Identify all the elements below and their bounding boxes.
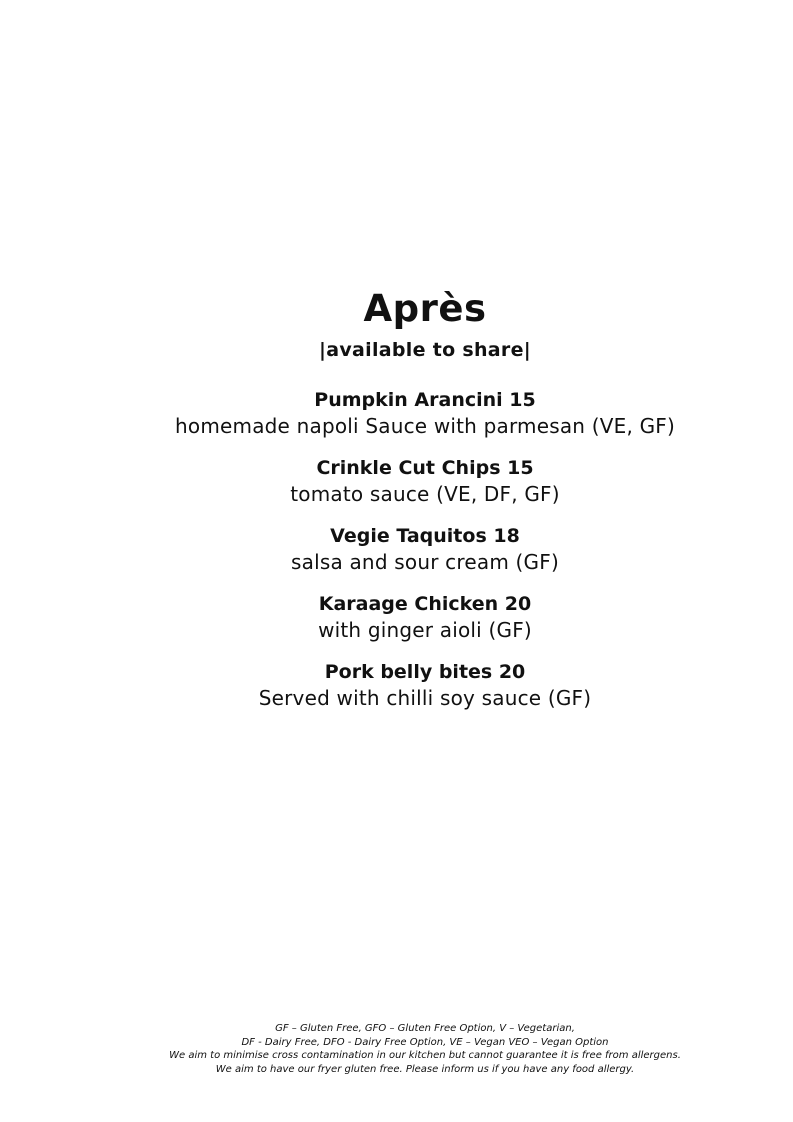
menu-item xyxy=(0,445,793,513)
menu-subtitle: |available to share| xyxy=(318,339,532,361)
menu-items-list xyxy=(0,377,793,717)
menu-section xyxy=(0,286,793,717)
menu-item xyxy=(0,649,793,717)
menu-title: Après xyxy=(363,287,487,330)
footer-line: DF - Dairy Free, DFO - Dairy Free Option, VE – Vegan VEO – Vegan Option xyxy=(241,1036,609,1048)
menu-item-description: tomato sauce (VE, DF, GF) xyxy=(290,482,560,506)
menu-item xyxy=(0,581,793,649)
menu-item-name: Pork belly bites 20 xyxy=(324,661,526,683)
menu-item xyxy=(0,377,793,445)
menu-item-description: homemade napoli Sauce with parmesan (VE, GF) xyxy=(175,414,675,438)
allergen-footer xyxy=(0,1022,793,1076)
menu-item-description: Served with chilli soy sauce (GF) xyxy=(258,686,592,710)
menu-item-name: Pumpkin Arancini 15 xyxy=(314,389,536,411)
menu-item xyxy=(0,513,793,581)
footer-line: We aim to minimise cross contamination in our kitchen but cannot guarantee it is free from allergens. xyxy=(169,1050,681,1061)
menu-item-name: Karaage Chicken 20 xyxy=(318,593,532,615)
menu-item-name: Vegie Taquitos 18 xyxy=(330,525,520,547)
menu-item-name: Crinkle Cut Chips 15 xyxy=(316,457,534,479)
footer-line: We aim to have our fryer gluten free. Please inform us if you have any food allergy. xyxy=(215,1063,635,1075)
menu-item-description: salsa and sour cream (GF) xyxy=(291,550,559,574)
menu-item-description: with ginger aioli (GF) xyxy=(318,618,532,642)
footer-line: GF – Gluten Free, GFO – Gluten Free Option, V – Vegetarian, xyxy=(275,1023,575,1034)
